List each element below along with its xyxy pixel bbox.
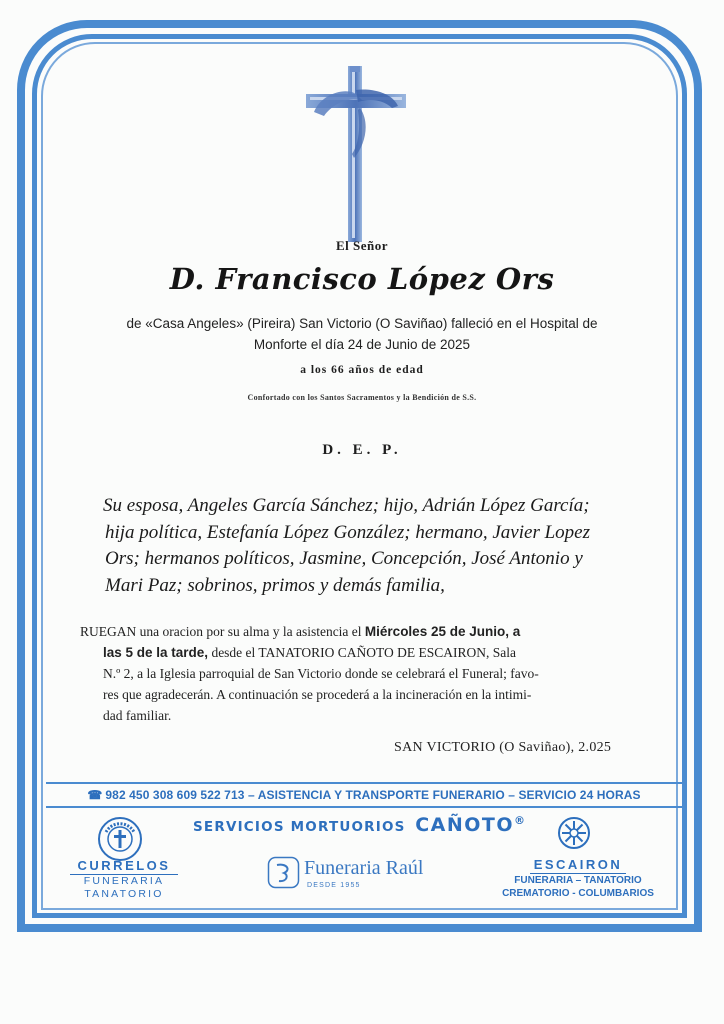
registered-mark: ®	[514, 814, 526, 827]
escairon-line-2: CREMATORIO - COLUMBARIOS	[502, 888, 654, 899]
currelos-line-1: FUNERARIA	[83, 875, 165, 887]
escairon-title: ESCAIRON	[530, 857, 627, 874]
age-line: a los 66 años de edad	[300, 364, 424, 376]
ruegan-continuation	[80, 642, 641, 726]
ruegan-lead: RUEGAN una oracion por su alma y la asistencia el	[80, 624, 362, 639]
footer-divider-top	[46, 782, 682, 784]
escairon-block	[488, 856, 668, 900]
sacraments-line: Confortado con los Santos Sacramentos y la Bendición de S.S.	[247, 393, 477, 402]
telephone-icon: ☎	[87, 788, 103, 802]
raul-name: Funeraria Raúl	[304, 857, 424, 879]
deceased-name: D. Francisco López Ors	[169, 262, 555, 296]
place-line-1: de «Casa Angeles» (Pireira) San Victorio (O Saviñao) falleció en el Hospital de	[126, 316, 598, 331]
footer-divider-bottom	[46, 806, 682, 808]
title-el-senor: El Señor	[335, 238, 389, 253]
family-line-1: Su esposa, Angeles García Sánchez; hijo, Adrián López García;	[103, 495, 590, 516]
canoto-brand: CAÑOTO	[415, 814, 515, 836]
escairon-logo-icon	[557, 816, 591, 850]
ruegan-line-4: res que agradecerán. A continuación se procederá a la incineración en la intimi-	[103, 687, 532, 702]
servicios-label: SERVICIOS MORTUORIOS	[193, 819, 406, 835]
ruegan-line-2	[103, 645, 516, 660]
phone-service-bar	[46, 788, 682, 802]
currelos-block	[70, 858, 178, 901]
family-line-4: Mari Paz; sobrinos, primos y demás familia,	[105, 574, 445, 596]
cross-icon	[300, 62, 412, 244]
escairon-line-1: FUNERARIA – TANATORIO	[514, 875, 642, 886]
family-line-3: Ors; hermanos políticos, Jasmine, Concepción, José Antonio y	[105, 548, 583, 569]
dep-abbreviation: D. E. P.	[322, 442, 402, 458]
currelos-title: CURRELOS	[70, 858, 178, 875]
ruegan-line-3: N.º 2, a la Iglesia parroquial de San Victorio donde se celebrará el Funeral; favo-	[103, 666, 539, 681]
family-line-2: hija política, Estefanía López González; hermano, Javier Lopez	[105, 521, 590, 543]
place-date-signature: SAN VICTORIO (O Saviñao), 2.025	[394, 740, 612, 755]
ruegan-line-5: dad familiar.	[103, 708, 172, 723]
ruegan-paragraph	[80, 621, 641, 726]
ruegan-time: las 5 de la tarde,	[103, 645, 209, 660]
phone-bar-text: 982 450 308 609 522 713 – ASISTENCIA Y TRANSPORTE FUNERARIO – SERVICIO 24 HORAS	[105, 788, 641, 802]
raul-since: DESDE 1955	[307, 882, 361, 889]
currelos-line-2: TANATORIO	[84, 888, 164, 900]
place-line-2: Monforte el día 24 de Junio de 2025	[253, 337, 471, 352]
ruegan-date: Miércoles 25 de Junio, a	[364, 624, 521, 639]
ruegan-line-1	[80, 621, 641, 642]
currelos-logo-icon	[97, 816, 143, 862]
ruegan-line-2-rest: desde el TANATORIO CAÑOTO DE ESCAIRON, Sala	[211, 645, 516, 660]
origin-and-death-place	[0, 313, 724, 355]
family-paragraph	[105, 493, 639, 599]
raul-emblem-icon	[267, 856, 300, 889]
servicios-mortuorios-banner	[193, 814, 525, 836]
